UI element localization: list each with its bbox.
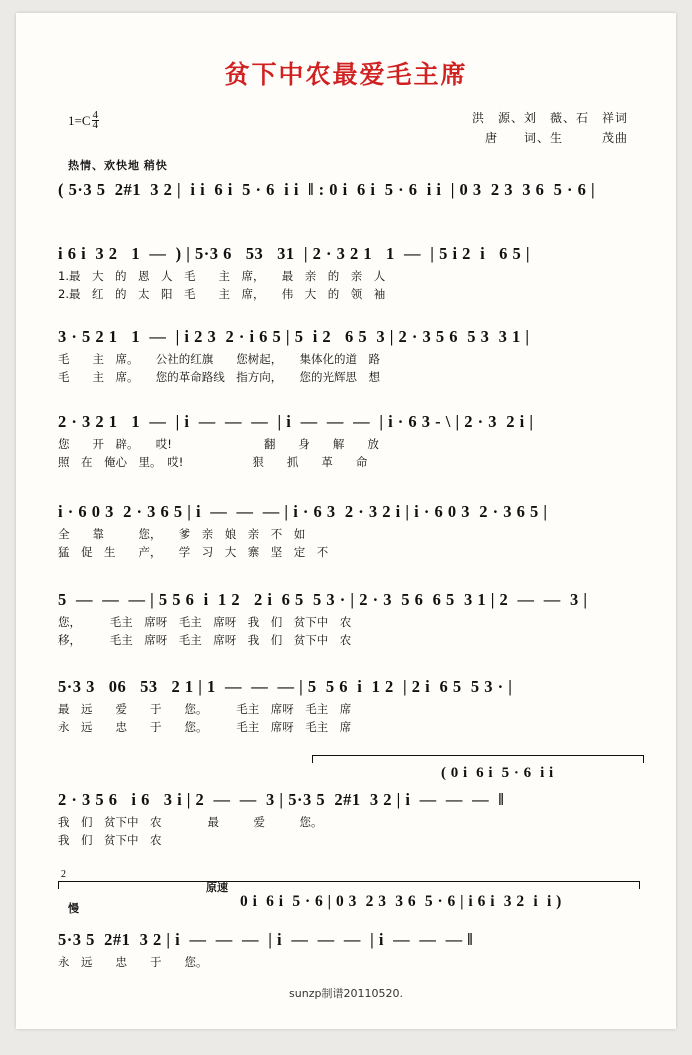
lyric-row-verse2: 移， 毛主 席呀 毛主 席呀 我 们 贫下中 农 bbox=[58, 633, 352, 648]
note-row: i 6 i 3 2 1 — ) | 5·3 6 53 31 | 2 · 3 2 1 1 — | 5 i 2 i 6 5 | bbox=[58, 244, 530, 263]
tempo-marking: 热情、欢快地 稍快 bbox=[68, 160, 168, 172]
time-signature: $\frac{4}{4}$ bbox=[92, 109, 99, 132]
coda-note-row: 0 i 6 i 5 · 6 | 0 3 2 3 3 6 5 · 6 | i 6 i 3 2 i i ) bbox=[240, 893, 562, 910]
lyric-row-verse2: 2.最 红 的 太 阳 毛 主 席， 伟 大 的 领 袖 bbox=[58, 287, 386, 302]
page-title: 贫下中农最爱毛主席 bbox=[224, 60, 468, 89]
lyric-row-verse1: 1.最 大 的 恩 人 毛 主 席， 最 亲 的 亲 人 bbox=[58, 269, 386, 284]
lyric-row-verse1: 您， 毛主 席呀 毛主 席呀 我 们 贫下中 农 bbox=[58, 615, 352, 630]
key-signature bbox=[68, 109, 99, 132]
music-system-3 bbox=[58, 328, 638, 385]
slow-marking: 慢 bbox=[68, 902, 79, 915]
note-row: 2 · 3 2 1 1 — | i — — — | i — — — | i · 6 3 - \ | 2 · 3 2 i | bbox=[58, 412, 534, 431]
music-system-5 bbox=[58, 503, 638, 560]
first-ending-bracket bbox=[312, 755, 644, 763]
lyric-row-verse1: 您 开 辟。 哎! 翻 身 解 放 bbox=[58, 437, 379, 452]
music-system-8 bbox=[58, 791, 638, 848]
credit-line-2: 唐 词、生 茂曲 bbox=[484, 130, 628, 145]
credits bbox=[472, 109, 628, 149]
music-system-6 bbox=[58, 591, 638, 648]
note-row: i · 6 0 3 2 · 3 6 5 | i — — — | i · 6 3 2 · 3 2 i | i · 6 0 3 2 · 3 6 5 | bbox=[58, 502, 548, 521]
second-ending-bracket bbox=[58, 869, 640, 889]
ending-pickup-notes: ( 0 i 6 i 5 · 6 i i bbox=[441, 765, 554, 781]
note-row: 5·3 3 06 53 2 1 | 1 — — — | 5 5 6 i 1 2 | 2 i 6 5 5 3 · | bbox=[58, 677, 513, 696]
music-system-1 bbox=[58, 181, 638, 199]
lyric-row-verse2: 猛 促 生 产， 学 习 大 寨 坚 定 不 bbox=[58, 545, 329, 560]
lyric-row-verse1: 永 远 忠 于 您。 bbox=[58, 955, 208, 970]
lyric-row-verse1: 全 靠 您， 爹 亲 娘 亲 不 如 bbox=[58, 527, 306, 542]
music-system-7 bbox=[58, 678, 638, 735]
lyric-row-verse1: 我 们 贫下中 农 最 爱 您。 bbox=[58, 815, 323, 830]
lyric-row-verse1: 最 远 爱 于 您。 毛主 席呀 毛主 席 bbox=[58, 702, 352, 717]
footer-credit: sunzp制谱20110520. bbox=[289, 987, 403, 1000]
lyric-row-verse2: 照 在 俺心 里。 哎! 狠 抓 革 命 bbox=[58, 455, 368, 470]
ending-number: 2 bbox=[61, 869, 66, 880]
music-system-9 bbox=[58, 931, 638, 970]
lyric-row-verse2: 永 远 忠 于 您。 毛主 席呀 毛主 席 bbox=[58, 720, 352, 735]
music-system-2 bbox=[58, 245, 638, 302]
note-row: 5 — — — | 5 5 6 i 1 2 2 i 6 5 5 3 · | 2 · 3 5 6 6 5 3 1 | 2 — — 3 | bbox=[58, 590, 588, 609]
lyric-row-verse2: 毛 主 席。 您的革命路线 指方向， 您的光辉思 想 bbox=[58, 370, 380, 385]
note-row: ( 5·3 5 2#1 3 2 | i i 6 i 5 · 6 i i ‖ : 0 i 6 i 5 · 6 i i | 0 3 2 3 3 6 5 · 6 | bbox=[58, 180, 596, 199]
tempo-return-marking: 原速 bbox=[206, 881, 228, 894]
key-text: 1=C bbox=[68, 112, 91, 128]
note-row: 3 · 5 2 1 1 — | i 2 3 2 · i 6 5 | 5 i 2 6 5 3 | 2 · 3 5 6 5 3 3 1 | bbox=[58, 327, 530, 346]
lyric-row-verse2: 我 们 贫下中 农 bbox=[58, 833, 162, 848]
note-row: 2 · 3 5 6 i 6 3 i | 2 — — 3 | 5·3 5 2#1 3 2 | i — — — ‖ bbox=[58, 790, 505, 809]
note-row: 5·3 5 2#1 3 2 | i — — — | i — — — | i — — — ‖ bbox=[58, 930, 474, 949]
music-system-4 bbox=[58, 413, 638, 470]
sheet-music-page bbox=[16, 13, 676, 1029]
credit-line-1: 洪 源、刘 薇、石 祥词 bbox=[471, 111, 628, 125]
lyric-row-verse1: 毛 主 席。 公社的红旗 您树起， 集体化的道 路 bbox=[58, 352, 380, 367]
